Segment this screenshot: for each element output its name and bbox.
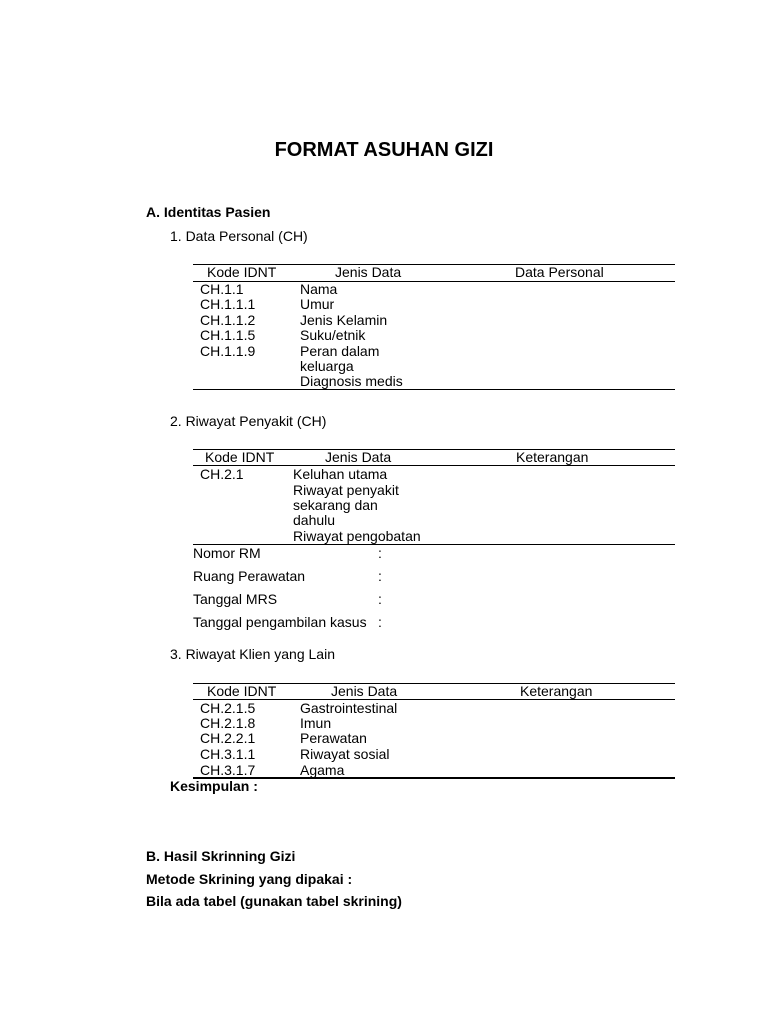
table-cell-item: Suku/etnik <box>300 327 366 343</box>
screening-table-note: Bila ada tabel (gunakan tabel skrining) <box>146 893 402 909</box>
table-cell-code: CH.1.1 <box>200 281 244 297</box>
field-colon: : <box>378 614 382 630</box>
table-cell-item: Riwayat sosial <box>300 746 390 762</box>
table-cell-code: CH.3.1.1 <box>200 746 256 762</box>
table-cell-item: Keluhan utama <box>293 466 388 482</box>
table-cell-code: CH.2.1 <box>200 466 244 482</box>
section-b-heading: B. Hasil Skrinning Gizi <box>146 848 296 864</box>
sub1-heading: 1. Data Personal (CH) <box>170 228 308 244</box>
table-cell-code: CH.1.1.1 <box>200 296 256 312</box>
table-cell-item: Diagnosis medis <box>300 373 403 389</box>
table-rule <box>193 544 675 545</box>
section-a-heading: A. Identitas Pasien <box>146 204 271 220</box>
column-header: Kode IDNT <box>205 449 275 465</box>
column-header: Jenis Data <box>325 449 392 465</box>
column-header: Kode IDNT <box>207 264 277 280</box>
sub3-heading: 3. Riwayat Klien yang Lain <box>170 646 335 662</box>
table-cell-item: Agama <box>300 762 345 778</box>
table-cell-item: dahulu <box>293 512 336 528</box>
field-label-nomor-rm: Nomor RM <box>193 545 261 561</box>
column-header: Jenis Data <box>331 683 398 699</box>
sub2-heading: 2. Riwayat Penyakit (CH) <box>170 413 327 429</box>
table-cell-item: Imun <box>300 715 332 731</box>
column-header: Keterangan <box>520 683 593 699</box>
table-cell-code: CH.1.1.5 <box>200 327 256 343</box>
table-cell-item: Jenis Kelamin <box>300 312 388 328</box>
table-cell-item: Umur <box>300 296 335 312</box>
table-cell-item: Riwayat pengobatan <box>293 528 421 544</box>
page-title: FORMAT ASUHAN GIZI <box>274 139 494 161</box>
table-cell-code: CH.1.1.9 <box>200 343 256 359</box>
table-rule <box>193 281 675 282</box>
table-rule <box>193 699 675 700</box>
table-cell-code: CH.2.1.5 <box>200 700 256 716</box>
table-rule <box>193 389 675 390</box>
field-colon: : <box>378 591 382 607</box>
table-cell-item: Peran dalam <box>300 343 380 359</box>
table-cell-code: CH.3.1.7 <box>200 762 256 778</box>
table-cell-code: CH.1.1.2 <box>200 312 256 328</box>
table-cell-item: Gastrointestinal <box>300 700 398 716</box>
table-cell-item: Nama <box>300 281 338 297</box>
field-label-tanggal-pengambilan-kasus: Tanggal pengambilan kasus <box>193 614 367 630</box>
table-cell-item: Riwayat penyakit <box>293 482 399 498</box>
field-colon: : <box>378 568 382 584</box>
column-header: Jenis Data <box>335 264 402 280</box>
table-cell-code: CH.2.1.8 <box>200 715 256 731</box>
field-label-ruang-perawatan: Ruang Perawatan <box>193 568 306 584</box>
table-rule <box>193 465 675 466</box>
column-header: Kode IDNT <box>207 683 277 699</box>
screening-method-label: Metode Skrining yang dipakai : <box>146 871 353 887</box>
column-header: Keterangan <box>516 449 589 465</box>
table-rule <box>193 777 675 779</box>
column-header: Data Personal <box>515 264 604 280</box>
conclusion-label: Kesimpulan : <box>170 778 258 794</box>
table-cell-item: sekarang dan <box>293 497 378 513</box>
field-label-tanggal-mrs: Tanggal MRS <box>193 591 278 607</box>
table-cell-item: keluarga <box>300 358 354 374</box>
field-colon: : <box>378 545 382 561</box>
table-cell-item: Perawatan <box>300 730 367 746</box>
table-cell-code: CH.2.2.1 <box>200 730 256 746</box>
